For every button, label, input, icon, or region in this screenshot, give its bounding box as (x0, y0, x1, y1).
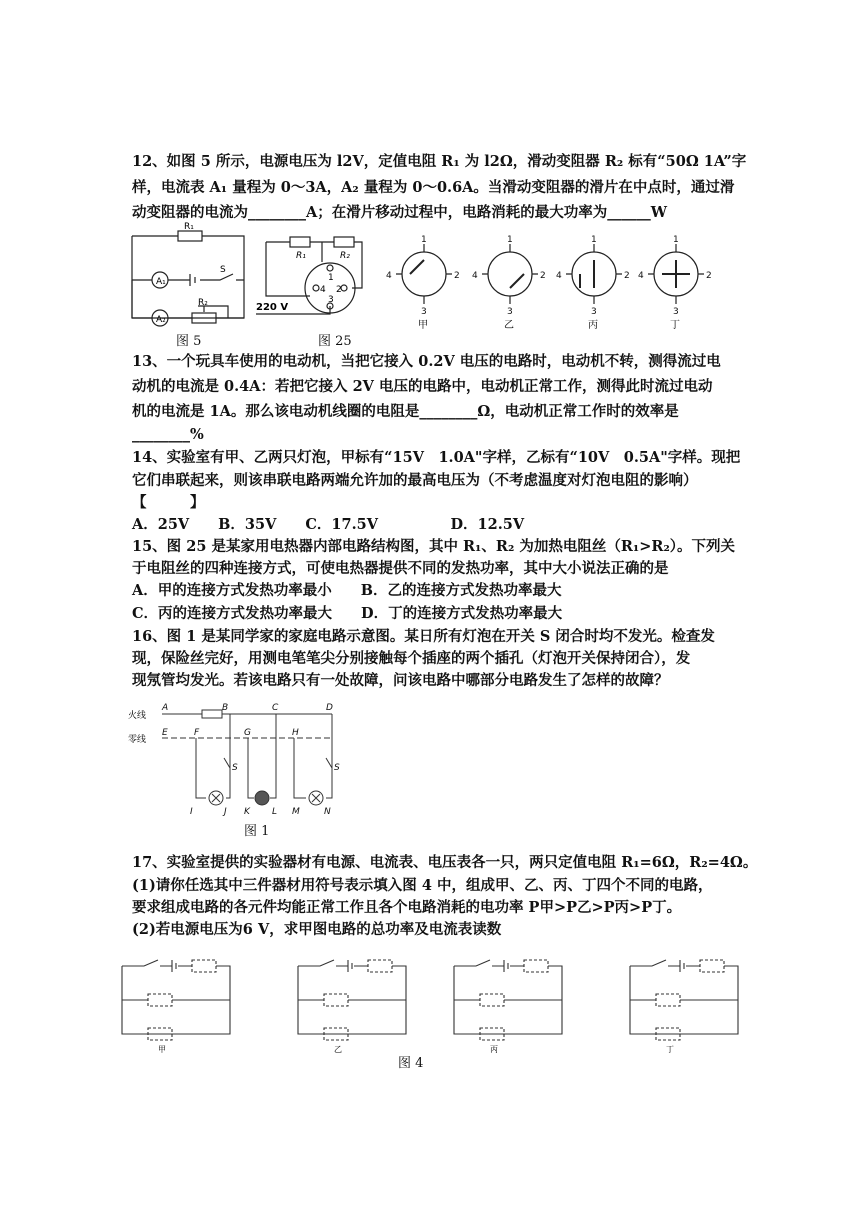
q13-line3: 机的电流是 1A。那么该电动机线圈的电阻是________Ω，电动机正常工作时的效率是 (132, 403, 679, 420)
q14-options: A．25V B．35V C．17.5V D．12.5V (132, 516, 525, 533)
fig1-point-c: C (272, 703, 279, 713)
switch-label-bing: 丙 (588, 320, 598, 331)
q14-bracket: 【 】 (132, 494, 205, 511)
fig1-point-k: K (244, 807, 250, 817)
fig4-label-ding: 丁 (666, 1045, 674, 1054)
q15-option-cd: C．丙的连接方式发热功率最大 D．丁的连接方式发热功率最大 (132, 605, 563, 622)
figure-1-caption: 图 1 (244, 824, 270, 839)
fig25-r1: R₁ (296, 251, 306, 261)
switch-label-yi: 乙 (504, 320, 514, 331)
fig1-point-m: M (292, 807, 300, 817)
fig5-r1-label: R₁ (184, 222, 194, 232)
fig5-a2-label: A₂ (156, 315, 166, 325)
q14-line1: 14、实验室有甲、乙两只灯泡，甲标有“15V 1.0A"字样，乙标有“10V 0.5A"字样。现把 (132, 449, 741, 466)
svg-text:4: 4 (556, 271, 562, 281)
q17-line3: 要求组成电路的各元件均能正常工作且各个电路消耗的电功率 P甲>P乙>P丙>P丁。 (132, 899, 682, 916)
fig1-point-b: B (222, 703, 229, 713)
q12-line2: 样，电流表 A₁ 量程为 0～3A，A₂ 量程为 0～0.6A。当滑动变阻器的滑片在中点时，通过滑 (132, 179, 735, 196)
fig1-point-e: E (162, 728, 168, 738)
figure-25-caption: 图 25 (318, 334, 352, 349)
q12-line1: 12、如图 5 所示，电源电压为 l2V，定值电阻 R₁ 为 l2Ω，滑动变阻器 R₂ 标有“50Ω 1A”字 (132, 153, 747, 170)
svg-text:3: 3 (591, 307, 597, 317)
svg-text:4: 4 (472, 271, 478, 281)
svg-text:2: 2 (454, 271, 460, 281)
q16-line3: 现氖管均发光。若该电路只有一处故障，问该电路中哪部分电路发生了怎样的故障？ (132, 672, 669, 689)
svg-text:1: 1 (421, 235, 427, 245)
fig1-point-h: H (292, 728, 299, 738)
svg-text:2: 2 (624, 271, 630, 281)
fig1-point-g: G (244, 728, 251, 738)
fig1-point-l: L (272, 807, 278, 817)
switch-label-ding: 丁 (670, 320, 680, 331)
svg-text:3: 3 (507, 307, 513, 317)
q13-line1: 13、一个玩具车使用的电动机，当把它接入 0.2V 电压的电路时，电动机不转，测得流过电 (132, 353, 721, 370)
fig5-a1-label: A₁ (156, 277, 166, 287)
switch-label-jia: 甲 (418, 320, 428, 331)
svg-text:1: 1 (673, 235, 679, 245)
svg-text:4: 4 (386, 271, 392, 281)
q15-option-ab: A．甲的连接方式发热功率最小 B．乙的连接方式发热功率最大 (132, 582, 562, 599)
fig25-voltage: 220 V (256, 302, 289, 313)
fig1-neutral: 零线 (128, 735, 147, 745)
fig1-point-n: N (324, 807, 331, 817)
svg-text:2: 2 (706, 271, 712, 281)
q12-line3: 动变阻器的电流为________A；在滑片移动过程中，电路消耗的最大功率为______W (132, 204, 668, 221)
svg-text:4: 4 (638, 271, 644, 281)
fig25-n2: 2 (336, 285, 342, 295)
figure-5-caption: 图 5 (176, 334, 202, 349)
q13-line2: 动机的电流是 0.4A：若把它接入 2V 电压的电路中，电动机正常工作，测得此时流过电动 (132, 378, 713, 395)
q17-line2: (1)请你任选其中三件器材用符号表示填入图 4 中，组成甲、乙、丙、丁四个不同的电路， (132, 877, 713, 894)
fig25-n4: 4 (320, 285, 326, 295)
q16-line2: 现，保险丝完好，用测电笔笔尖分别接触每个插座的两个插孔（灯泡开关保持闭合），发 (132, 650, 691, 667)
figure-5-circuit (128, 222, 248, 334)
fig1-point-d: D (326, 703, 333, 713)
svg-text:2: 2 (540, 271, 546, 281)
svg-text:3: 3 (421, 307, 427, 317)
q15-line2: 于电阻丝的四种连接方式，可使电热器提供不同的发热功率，其中大小说法正确的是 (132, 560, 669, 577)
fig5-r2-label: R₂ (198, 298, 208, 308)
fig1-point-a: A (162, 703, 169, 713)
figure-4-caption: 图 4 (398, 1056, 424, 1071)
q16-line1: 16、图 1 是某同学家的家庭电路示意图。某日所有灯泡在开关 S 闭合时均不发光。检查发 (132, 628, 715, 645)
switch-diagrams (384, 232, 710, 332)
fig25-n3: 3 (328, 295, 334, 305)
fig4-label-bing: 丙 (490, 1045, 498, 1054)
svg-text:3: 3 (673, 307, 679, 317)
fig4-label-jia: 甲 (158, 1045, 166, 1054)
fig25-n1: 1 (328, 273, 334, 283)
figure-1-household-circuit (126, 698, 342, 822)
fig25-r2: R₂ (340, 251, 350, 261)
q17-line1: 17、实验室提供的实验器材有电源、电流表、电压表各一只，两只定值电阻 R₁=6Ω，R₂=4Ω。 (132, 854, 758, 871)
svg-text:1: 1 (591, 235, 597, 245)
svg-text:1: 1 (507, 235, 513, 245)
fig1-live: 火线 (128, 711, 147, 721)
fig5-s-label: S (220, 265, 226, 275)
figure-4-circuits (112, 956, 752, 1056)
q13-line4: ________% (132, 426, 204, 443)
q17-line4: (2)若电源电压为6 V，求甲图电路的总功率及电流表读数 (132, 921, 502, 938)
fig4-label-yi: 乙 (334, 1045, 342, 1054)
q15-line1: 15、图 25 是某家用电热器内部电路结构图，其中 R₁、R₂ 为加热电阻丝（R₁>R₂）。下列关 (132, 538, 736, 555)
fig1-switch-s2: S (334, 763, 340, 773)
fig1-point-f: F (194, 728, 200, 738)
q14-line2: 它们串联起来，则该串联电路两端允许加的最高电压为（不考虑温度对灯泡电阻的影响） (132, 472, 698, 489)
figure-25-circuit (252, 228, 368, 334)
fig1-point-j: J (224, 807, 227, 817)
fig1-switch-s1: S (232, 763, 238, 773)
fig1-point-i: I (190, 807, 193, 817)
